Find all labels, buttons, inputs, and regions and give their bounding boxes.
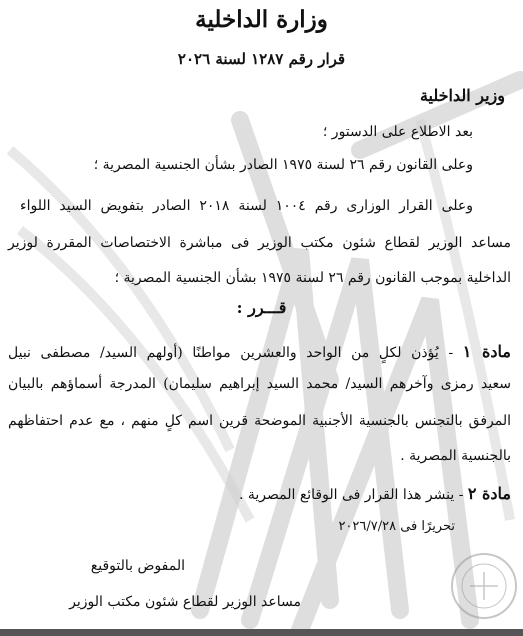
article-1-line: المرفق بالتجنس بالجنسية الأجنبية الموضحة قرين اسم كلٍ منهم ، مع عدم احتفاظهم	[8, 413, 511, 429]
article-1-line: سعيد رمزى وآخرهم السيد/ محمد السيد إبراهيم سليمان) المدرجة أسماؤهم بالبيان	[8, 376, 511, 392]
issuer-heading: وزير الداخلية	[419, 86, 505, 105]
article-1-label: مادة ١	[462, 342, 511, 361]
preamble-line: بعد الاطلاع على الدستور ؛	[322, 124, 473, 140]
preamble-line: وعلى القرار الوزارى رقم ١٠٠٤ لسنة ٢٠١٨ الصادر بتفويض السيد اللواء	[20, 198, 473, 214]
preamble-line: وعلى القانون رقم ٢٦ لسنة ١٩٧٥ الصادر بشأن الجنسية المصرية ؛	[93, 157, 473, 173]
article-1-line: بالجنسية المصرية .	[400, 448, 511, 464]
decree-title: قرار رقم ١٢٨٧ لسنة ٢٠٢٦	[177, 50, 346, 68]
article-2-text: - ينشر هذا القرار فى الوقائع المصرية .	[238, 487, 468, 503]
preamble-line: مساعد الوزير لقطاع شئون مكتب الوزير فى مباشرة الاختصاصات المقررة لوزير	[8, 235, 511, 251]
bottom-rule	[0, 629, 523, 636]
article-1-text: - يُؤذن لكلٍ من الواحد والعشرين مواطنًا (أولهم السيد/ مصطفى نبيل	[8, 345, 463, 361]
ministry-heading: وزارة الداخلية	[195, 6, 328, 33]
decided-heading: قـــرر :	[236, 298, 287, 317]
seal-stamp	[452, 554, 516, 618]
date-line: تحريرًا فى ٢٠٢٦/٧/٢٨	[338, 519, 455, 534]
signature-delegate: المفوض بالتوقيع	[90, 558, 185, 574]
article-2-label: مادة ٢	[467, 484, 511, 503]
signature-title: مساعد الوزير لقطاع شئون مكتب الوزير	[69, 594, 301, 610]
preamble-line: الداخلية بموجب القانون رقم ٢٦ لسنة ١٩٧٥ بشأن الجنسية المصرية ؛	[114, 270, 511, 286]
article-2-line	[239, 484, 511, 503]
article-1-line	[8, 342, 511, 361]
